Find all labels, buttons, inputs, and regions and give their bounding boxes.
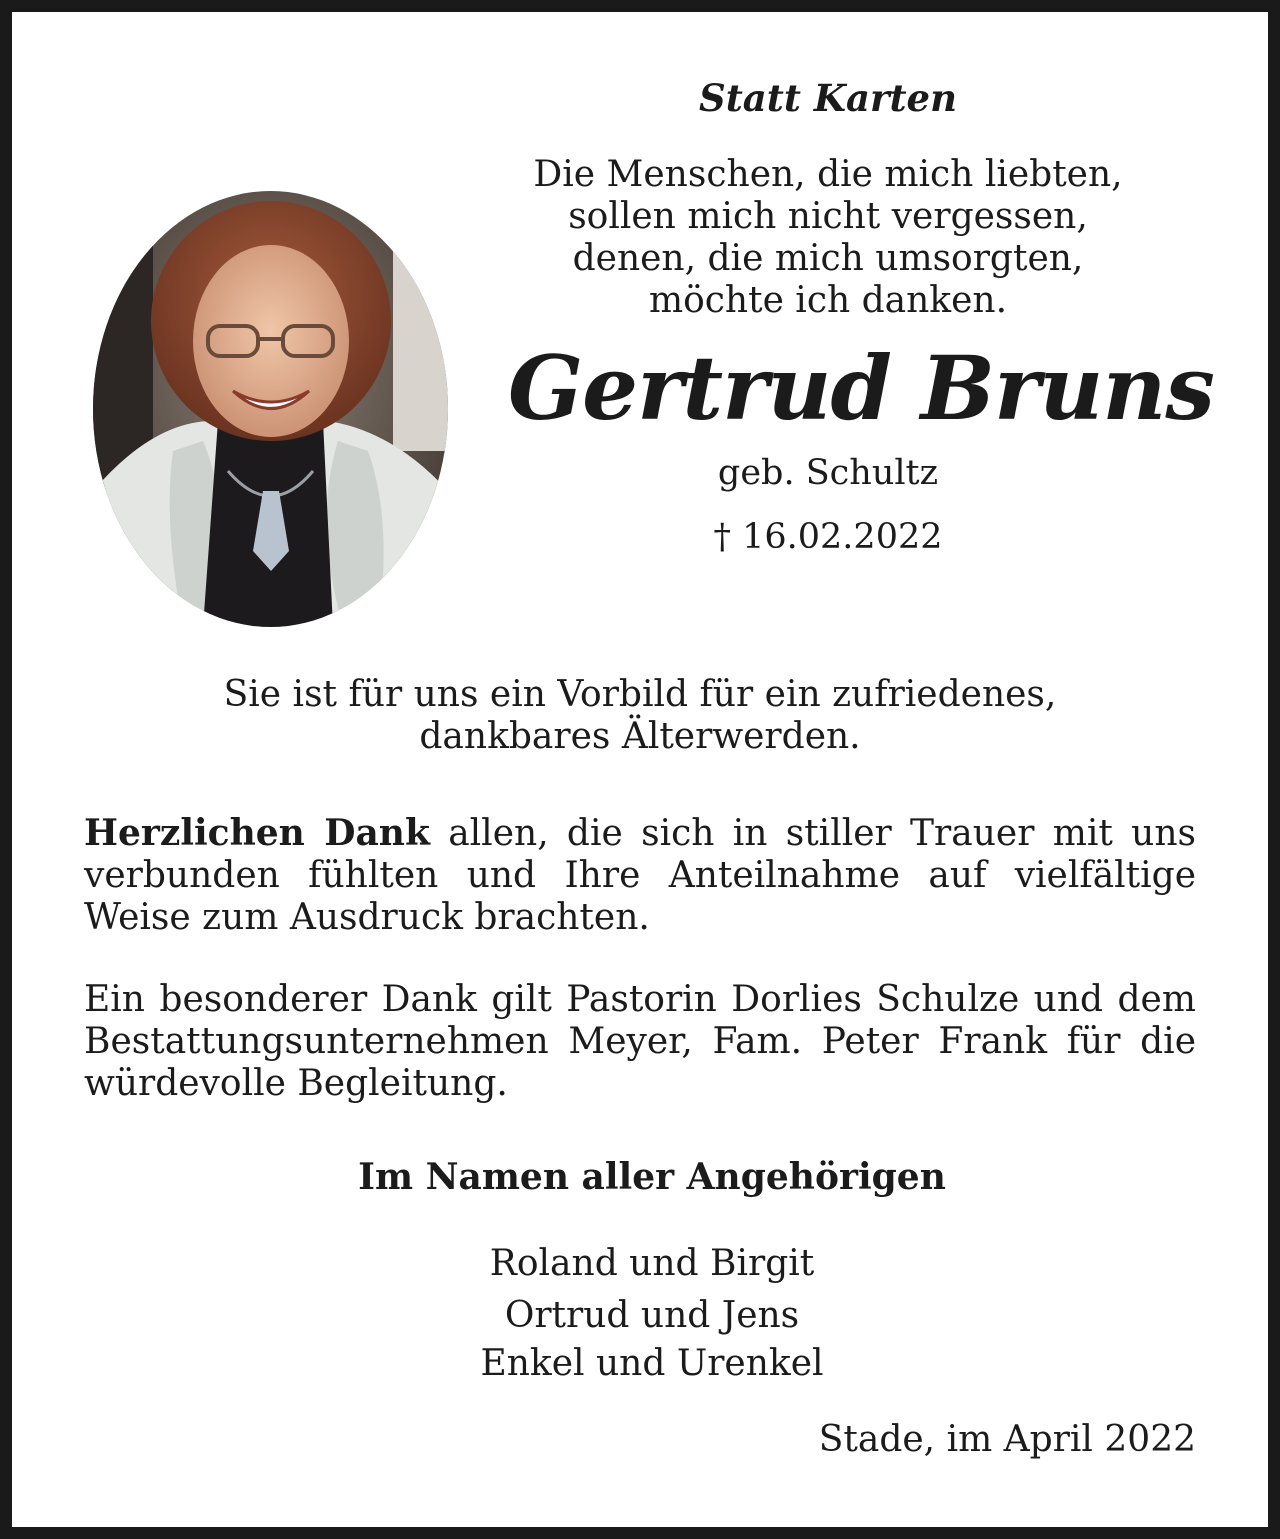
motto-line: dankbares Älterwerden.: [419, 716, 861, 757]
motto: [84, 674, 1196, 758]
place-date: Stade, im April 2022: [818, 1419, 1196, 1460]
deceased-name: Gertrud Bruns: [508, 336, 1214, 440]
special-thanks-paragraph: Ein besonderer Dank gilt Pastorin Dorlies Schulze und dem Bestattungsunternehmen Meyer, Fam. Peter Frank für die würdevolle Begleitung.: [84, 979, 1196, 1104]
thanks-text: allen, die sich in stiller Trauer mit uns verbunden fühlten und Ihre Anteilnahme auf vielfältige Weise zum Ausdruck brachten.: [84, 813, 1196, 938]
signers-list: [84, 1240, 1220, 1388]
portrait-photo: [93, 191, 448, 627]
motto-line: Sie ist für uns ein Vorbild für ein zufriedenes,: [223, 674, 1057, 715]
thanks-paragraph: [84, 812, 1196, 939]
obituary-card: [12, 12, 1268, 1527]
poem-line: denen, die mich umsorgten,: [572, 238, 1084, 279]
signer: Roland und Birgit: [489, 1243, 815, 1284]
signer: Enkel und Urenkel: [480, 1343, 824, 1384]
death-date: † 16.02.2022: [713, 517, 943, 557]
poem: [508, 154, 1148, 322]
poem-line: sollen mich nicht vergessen,: [568, 196, 1088, 237]
intro-block: [508, 76, 1214, 558]
poem-line: möchte ich danken.: [648, 280, 1008, 321]
thanks-lead: Herzlichen Dank: [84, 812, 430, 854]
signature-title: Im Namen aller Angehörigen: [358, 1156, 946, 1198]
birth-name: geb. Schultz: [717, 453, 939, 493]
signer: Ortrud und Jens: [504, 1295, 800, 1336]
kicker-text: Statt Karten: [698, 76, 957, 120]
poem-line: Die Menschen, die mich liebten,: [533, 154, 1123, 195]
